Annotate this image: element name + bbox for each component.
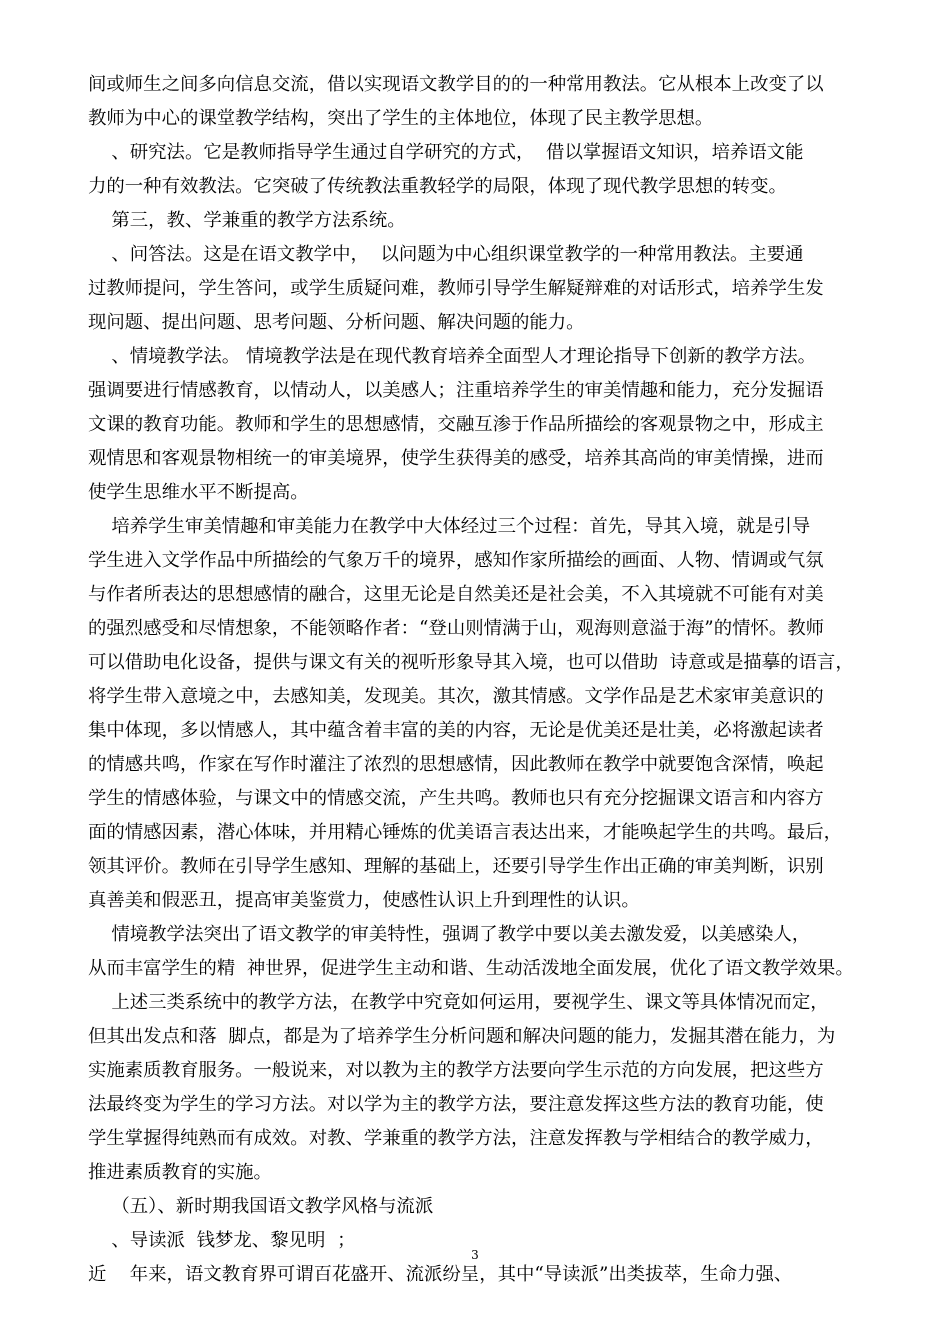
text-line: 培养学生审美情趣和审美能力在教学中大体经过三个过程：首先，导其入境，就是引导 xyxy=(88,516,811,537)
text-line: 学生进入文学作品中所描绘的气象万千的境界，感知作家所描绘的画面、人物、情调或气氛 xyxy=(88,550,824,571)
text-line: 教师为中心的课堂教学结构，突出了学生的主体地位，体现了民主教学思想。 xyxy=(88,108,714,129)
text-line: 学生掌握得纯熟而有成效。对教、学兼重的教学方法，注意发挥教与学相结合的教学威力， xyxy=(88,1128,824,1149)
text-line: 使学生思维水平不断提高。 xyxy=(88,482,309,503)
text-line: 从而丰富学生的精 神世界，促进学生主动和谐、生动活泼地全面发展，优化了语文教学效果。 xyxy=(88,958,854,979)
document-body xyxy=(88,68,864,1292)
text-line: 、问答法。这是在语文教学中， 以问题为中心组织课堂教学的一种常用教法。主要通 xyxy=(88,244,804,265)
text-line: 可以借助电化设备，提供与课文有关的视听形象导其入境，也可以借助 诗意或是描摹的语言， xyxy=(88,652,854,673)
text-line: 的情感共鸣，作家在写作时灌注了浓烈的思想感情，因此教师在教学中就要饱含深情，唤起 xyxy=(88,754,824,775)
text-line: 近 年来，语文教育界可谓百花盛开、流派纷呈，其中“导读派”出类拔萃，生命力强、 xyxy=(88,1264,793,1285)
text-line: 力的一种有效教法。它突破了传统教法重教轻学的局限，体现了现代教学思想的转变。 xyxy=(88,176,787,197)
text-line: 法最终变为学生的学习方法。对以学为主的教学方法，要注意发挥这些方法的教育功能，使 xyxy=(88,1094,824,1115)
text-line: 面的情感因素，潜心体味，并用精心锤炼的优美语言表达出来，才能唤起学生的共鸣。最后， xyxy=(88,822,843,843)
text-line: 情境教学法突出了语文教学的审美特性，强调了教学中要以美去激发爱，以美感染人， xyxy=(88,924,811,945)
text-line: 的强烈感受和尽情想象，不能领略作者：“登山则情满于山，观海则意溢于海”的情怀。教师 xyxy=(88,618,825,639)
text-line: 强调要进行情感教育，以情动人，以美感人；注重培养学生的审美情趣和能力，充分发掘语 xyxy=(88,380,824,401)
page-number: 3 xyxy=(471,1248,479,1262)
text-line: 真善美和假恶丑，提高审美鉴赏力，使感性认识上升到理性的认识。 xyxy=(88,890,640,911)
text-line: 、导读派 钱梦龙、黎见明 ； xyxy=(88,1230,356,1251)
text-line: 将学生带入意境之中，去感知美，发现美。其次，激其情感。文学作品是艺术家审美意识的 xyxy=(88,686,824,707)
text-line: 学生的情感体验，与课文中的情感交流，产生共鸣。教师也只有充分挖掘课文语言和内容方 xyxy=(88,788,824,809)
text-line: 实施素质教育服务。一般说来，对以教为主的教学方法要向学生示范的方向发展，把这些方 xyxy=(88,1060,824,1081)
text-line: 、研究法。它是教师指导学生通过自学研究的方式， 借以掌握语文知识，培养语文能 xyxy=(88,142,804,163)
text-line: 间或师生之间多向信息交流，借以实现语文教学目的的一种常用教法。它从根本上改变了以 xyxy=(88,74,824,95)
text-line: 但其出发点和落 脚点，都是为了培养学生分析问题和解决问题的能力，发掘其潜在能力，为 xyxy=(88,1026,836,1047)
section-heading: 第三，教、学兼重的教学方法系统。 xyxy=(88,210,406,231)
text-line: 与作者所表达的思想感情的融合，这里无论是自然美还是社会美，不入其境就不可能有对美 xyxy=(88,584,824,605)
text-line: 文课的教育功能。教师和学生的思想感情，交融互渗于作品所描绘的客观景物之中，形成主 xyxy=(88,414,824,435)
text-line: 现问题、提出问题、思考问题、分析问题、解决问题的能力。 xyxy=(88,312,585,333)
section-heading: （五）、新时期我国语文教学风格与流派 xyxy=(88,1196,434,1217)
text-line: 集中体现，多以情感人，其中蕴含着丰富的美的内容，无论是优美还是壮美，必将激起读者 xyxy=(88,720,824,741)
text-line: 上述三类系统中的教学方法，在教学中究竟如何运用，要视学生、课文等具体情况而定， xyxy=(88,992,829,1013)
text-line: 观情思和客观景物相统一的审美境界，使学生获得美的感受，培养其高尚的审美情操，进而 xyxy=(88,448,824,469)
text-line: 过教师提问，学生答问，或学生质疑问难，教师引导学生解疑辩难的对话形式，培养学生发 xyxy=(88,278,824,299)
text-line: 推进素质教育的实施。 xyxy=(88,1162,272,1183)
text-line: 领其评价。教师在引导学生感知、理解的基础上，还要引导学生作出正确的审美判断，识别 xyxy=(88,856,824,877)
text-line: 、情境教学法。 情境教学法是在现代教育培养全面型人才理论指导下创新的教学方法。 xyxy=(88,346,817,367)
